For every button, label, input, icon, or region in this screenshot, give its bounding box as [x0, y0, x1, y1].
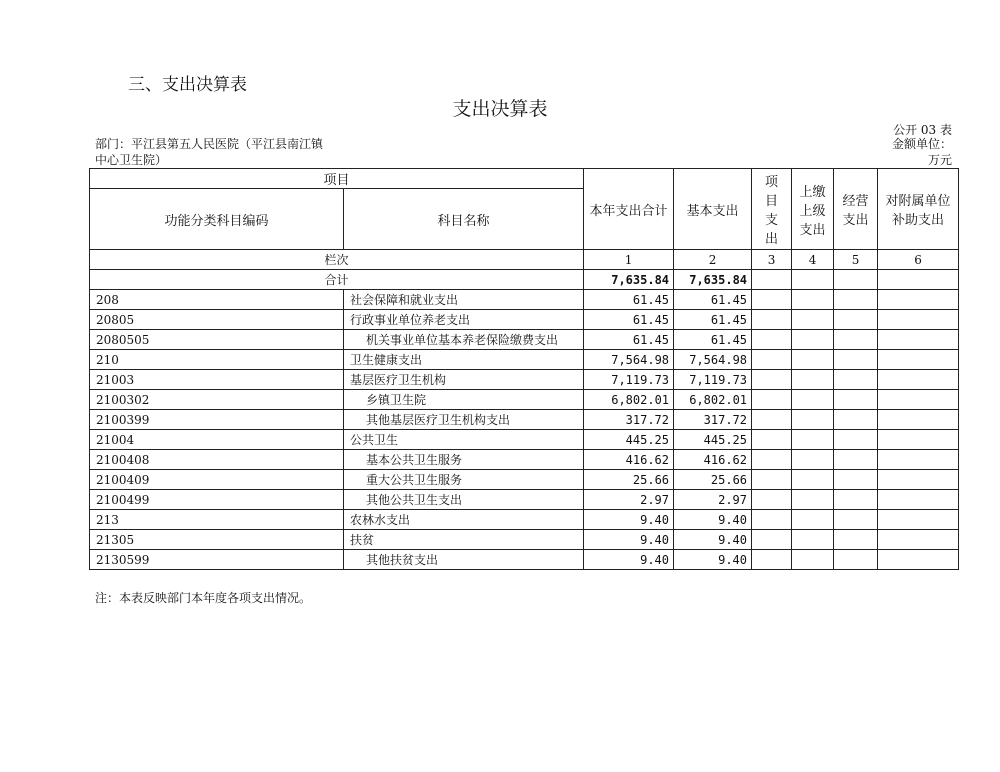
total-label: 合计: [90, 270, 584, 290]
row-name: 社会保障和就业支出: [344, 290, 584, 310]
row-code: 210: [90, 350, 344, 370]
row-name: 重大公共卫生服务: [344, 470, 584, 490]
empty-cell: [792, 490, 834, 510]
empty-cell: [752, 330, 792, 350]
row-name: 乡镇卫生院: [344, 390, 584, 410]
row-code: 213: [90, 510, 344, 530]
row-basic: 7,564.98: [674, 350, 752, 370]
row-name: 其他扶贫支出: [344, 550, 584, 570]
table-row: [90, 530, 959, 550]
row-basic: 416.62: [674, 450, 752, 470]
table-row: [90, 450, 959, 470]
section-title: 三、支出决算表: [128, 75, 247, 95]
row-name: 其他公共卫生支出: [344, 490, 584, 510]
empty-cell: [792, 330, 834, 350]
row-basic: 61.45: [674, 290, 752, 310]
row-code: 2100409: [90, 470, 344, 490]
row-code: 21004: [90, 430, 344, 450]
table-row: [90, 310, 959, 330]
column-number-row: [90, 250, 959, 270]
empty-cell: [752, 370, 792, 390]
header-subsidy: 对附属单位补助支出: [878, 169, 959, 250]
table-row: [90, 550, 959, 570]
header-basic: 基本支出: [674, 169, 752, 250]
column-number: 5: [834, 250, 878, 270]
expenditure-table: [89, 168, 959, 570]
table-row: [90, 330, 959, 350]
footnote: 注：本表反映部门本年度各项支出情况。: [95, 591, 312, 605]
empty-cell: [834, 530, 878, 550]
empty-cell: [752, 290, 792, 310]
empty-cell: [878, 370, 959, 390]
total-amount: 7,635.84: [584, 270, 674, 290]
row-basic: 6,802.01: [674, 390, 752, 410]
row-name: 行政事业单位养老支出: [344, 310, 584, 330]
row-basic: 9.40: [674, 510, 752, 530]
row-code: 2100408: [90, 450, 344, 470]
empty-cell: [878, 550, 959, 570]
total-row: [90, 270, 959, 290]
row-total: 25.66: [584, 470, 674, 490]
empty-cell: [878, 290, 959, 310]
row-total: 317.72: [584, 410, 674, 430]
empty-cell: [792, 550, 834, 570]
empty-cell: [752, 350, 792, 370]
header-row: [90, 169, 959, 189]
empty-cell: [792, 370, 834, 390]
empty-cell: [878, 390, 959, 410]
row-basic: 445.25: [674, 430, 752, 450]
table-row: [90, 470, 959, 490]
row-code: 2100302: [90, 390, 344, 410]
row-total: 7,564.98: [584, 350, 674, 370]
empty-cell: [834, 330, 878, 350]
table-title: 支出决算表: [452, 98, 548, 120]
empty-cell: [752, 390, 792, 410]
header-project-expenditure: 项目支出: [752, 169, 792, 250]
empty-cell: [752, 270, 792, 290]
empty-cell: [834, 310, 878, 330]
row-total: 7,119.73: [584, 370, 674, 390]
empty-cell: [834, 490, 878, 510]
empty-cell: [792, 430, 834, 450]
empty-cell: [878, 310, 959, 330]
empty-cell: [878, 350, 959, 370]
row-code: 208: [90, 290, 344, 310]
row-total: 6,802.01: [584, 390, 674, 410]
empty-cell: [792, 290, 834, 310]
header-name: 科目名称: [344, 189, 584, 250]
row-total: 416.62: [584, 450, 674, 470]
table-row: [90, 490, 959, 510]
empty-cell: [834, 450, 878, 470]
empty-cell: [792, 410, 834, 430]
empty-cell: [878, 430, 959, 450]
row-total: 61.45: [584, 310, 674, 330]
empty-cell: [878, 530, 959, 550]
table-row: [90, 390, 959, 410]
form-number: 公开 03 表: [893, 123, 952, 137]
header-business: 经营支出: [834, 169, 878, 250]
row-name: 农林水支出: [344, 510, 584, 530]
empty-cell: [878, 270, 959, 290]
empty-cell: [834, 390, 878, 410]
row-code: 21003: [90, 370, 344, 390]
empty-cell: [834, 510, 878, 530]
empty-cell: [792, 310, 834, 330]
empty-cell: [752, 470, 792, 490]
row-basic: 317.72: [674, 410, 752, 430]
empty-cell: [834, 430, 878, 450]
empty-cell: [752, 490, 792, 510]
empty-cell: [834, 370, 878, 390]
empty-cell: [752, 510, 792, 530]
empty-cell: [834, 410, 878, 430]
empty-cell: [752, 550, 792, 570]
table-row: [90, 510, 959, 530]
row-basic: 9.40: [674, 530, 752, 550]
row-code: 2100399: [90, 410, 344, 430]
empty-cell: [878, 470, 959, 490]
empty-cell: [792, 270, 834, 290]
row-total: 9.40: [584, 550, 674, 570]
row-name: 基本公共卫生服务: [344, 450, 584, 470]
row-name: 基层医疗卫生机构: [344, 370, 584, 390]
empty-cell: [834, 550, 878, 570]
empty-cell: [752, 310, 792, 330]
row-name: 公共卫生: [344, 430, 584, 450]
empty-cell: [792, 470, 834, 490]
empty-cell: [792, 510, 834, 530]
column-number: 6: [878, 250, 959, 270]
row-total: 61.45: [584, 330, 674, 350]
empty-cell: [834, 270, 878, 290]
empty-cell: [878, 490, 959, 510]
row-name: 卫生健康支出: [344, 350, 584, 370]
total-basic-amount: 7,635.84: [674, 270, 752, 290]
empty-cell: [752, 410, 792, 430]
table-row: [90, 290, 959, 310]
row-code: 2080505: [90, 330, 344, 350]
column-number: 4: [792, 250, 834, 270]
row-total: 2.97: [584, 490, 674, 510]
column-number-label: 栏次: [90, 250, 584, 270]
empty-cell: [834, 470, 878, 490]
empty-cell: [834, 290, 878, 310]
row-total: 9.40: [584, 510, 674, 530]
column-number: 2: [674, 250, 752, 270]
empty-cell: [878, 510, 959, 530]
empty-cell: [752, 430, 792, 450]
amount-unit-label: 金额单位：万元: [891, 137, 952, 167]
column-number: 3: [752, 250, 792, 270]
empty-cell: [792, 350, 834, 370]
row-name: 扶贫: [344, 530, 584, 550]
department-label: 部门：平江县第五人民医院（平江县南江镇中心卫生院）: [95, 137, 324, 167]
empty-cell: [752, 530, 792, 550]
row-basic: 25.66: [674, 470, 752, 490]
table-row: [90, 430, 959, 450]
empty-cell: [792, 450, 834, 470]
row-basic: 2.97: [674, 490, 752, 510]
empty-cell: [878, 410, 959, 430]
empty-cell: [878, 330, 959, 350]
table-row: [90, 410, 959, 430]
row-code: 2100499: [90, 490, 344, 510]
row-basic: 9.40: [674, 550, 752, 570]
header-project: 项目: [90, 169, 584, 189]
header-upper-payment: 上缴上级支出: [792, 169, 834, 250]
row-basic: 61.45: [674, 310, 752, 330]
table-row: [90, 370, 959, 390]
row-name: 机关事业单位基本养老保险缴费支出: [344, 330, 584, 350]
empty-cell: [878, 450, 959, 470]
table-row: [90, 350, 959, 370]
row-code: 21305: [90, 530, 344, 550]
row-name: 其他基层医疗卫生机构支出: [344, 410, 584, 430]
empty-cell: [792, 390, 834, 410]
row-code: 20805: [90, 310, 344, 330]
row-total: 61.45: [584, 290, 674, 310]
header-code: 功能分类科目编码: [90, 189, 344, 250]
empty-cell: [834, 350, 878, 370]
row-code: 2130599: [90, 550, 344, 570]
column-number: 1: [584, 250, 674, 270]
row-total: 9.40: [584, 530, 674, 550]
row-total: 445.25: [584, 430, 674, 450]
empty-cell: [752, 450, 792, 470]
row-basic: 7,119.73: [674, 370, 752, 390]
row-basic: 61.45: [674, 330, 752, 350]
empty-cell: [792, 530, 834, 550]
header-total: 本年支出合计: [584, 169, 674, 250]
